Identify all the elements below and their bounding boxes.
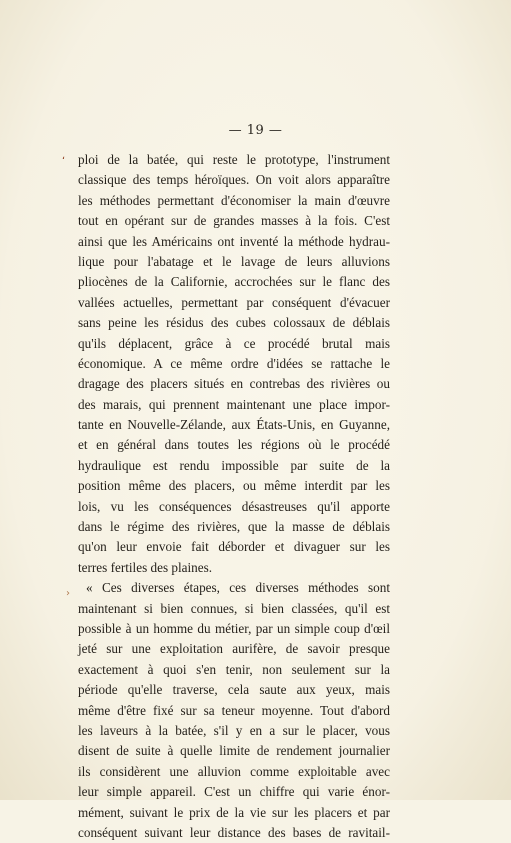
text-line: ploi de la batée, qui reste le prototype, l'instrument [78, 152, 390, 167]
text-line: lique pour l'abatage et le lavage de leurs alluvions [78, 253, 390, 269]
text-line: exactement à quoi s'en tenir, non seulement sur la [78, 661, 390, 677]
text-line: mément, suivant le prix de la vie sur les placers et par [78, 804, 390, 820]
page-number: — 19 — [228, 123, 283, 138]
paragraph-start-line: « Ces diverses étapes, ces diverses méthodes sont [86, 580, 390, 596]
text-line: qu'on leur envoie fait déborder et divaguer sur les [78, 539, 390, 555]
text-line: conséquent suivant leur distance des bases de ravitail- [78, 824, 390, 840]
text-line: tante en Nouvelle-Zélande, aux États-Unis, en Guyanne, [78, 417, 390, 433]
margin-mark: › [66, 588, 70, 599]
text-line: dans le régime des rivières, que la masse de déblais [78, 519, 390, 535]
text-line: sans peine les résidus des cubes colossaux de déblais [78, 315, 390, 331]
text-line: dragage des placers situés en contrebas des rivières ou [78, 376, 390, 392]
text-line: tout en opérant sur de grandes masses à la fois. C'est [78, 213, 390, 229]
text-line: économique. A ce même ordre d'idées se rattache le [78, 355, 390, 371]
text-line: les laveurs à la batée, s'il y en a sur le placer, vous [78, 722, 390, 738]
text-line: hydraulique est rendu impossible par suite de la [78, 457, 390, 473]
text-line: classique des temps héroïques. On voit alors apparaître [78, 172, 390, 188]
text-line: possible à un homme du métier, par un simple coup d'œil [78, 620, 390, 636]
text-line: leur simple appareil. C'est un chiffre qui varie énor- [78, 784, 390, 800]
text-line: position même des placers, ou même interdit par les [78, 478, 390, 494]
text-line: ainsi que les Américains ont inventé la méthode hydrau- [78, 233, 390, 249]
text-line: vallées actuelles, permettant par conséquent d'évacuer [78, 294, 390, 310]
text-line: disent de suite à quelle limite de rendement journalier [78, 743, 390, 759]
text-line: des marais, qui prennent maintenant une place impor- [78, 396, 390, 412]
text-line: les méthodes permettant d'économiser la main d'œuvre [78, 192, 390, 208]
text-line: lois, vu les conséquences désastreuses qu'il apporte [78, 498, 390, 514]
text-line: jeté sur une exploitation aurifère, de savoir presque [78, 641, 390, 657]
text-line: maintenant si bien connues, si bien classées, qu'il est [78, 600, 390, 616]
text-line: qu'ils déplacent, grâce à ce procédé brutal mais [78, 335, 390, 351]
text-line: période qu'elle traverse, cela saute aux yeux, mais [78, 682, 390, 698]
margin-mark: ʻ [62, 156, 66, 167]
text-line: et en général dans toutes les régions où le procédé [78, 437, 390, 453]
text-line: terres fertiles des plaines. [78, 559, 213, 575]
body-text [78, 150, 390, 843]
text-line: pliocènes de la Californie, accrochées sur le flanc des [78, 274, 390, 290]
text-line: ils considèrent une alluvion comme exploitable avec [78, 763, 390, 779]
text-line: même d'être fixé sur sa teneur moyenne. Tout d'abord [78, 702, 390, 718]
